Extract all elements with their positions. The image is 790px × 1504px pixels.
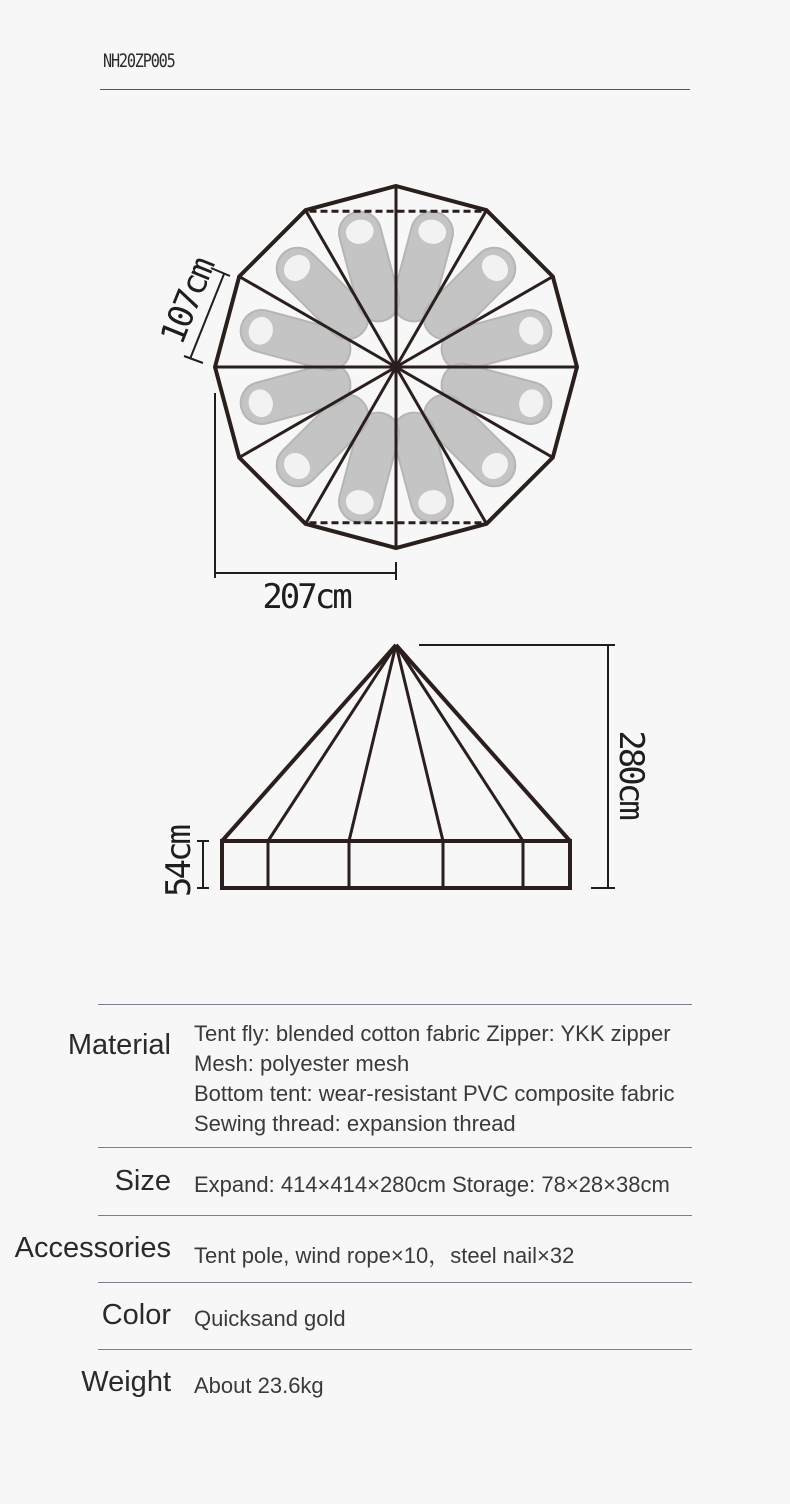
roof-panel-seam [396, 645, 570, 841]
spec-value: Quicksand gold [194, 1306, 346, 1331]
spec-label: Color [101, 1299, 171, 1331]
model-code: NH20ZP005 [103, 50, 175, 72]
dimension-height [419, 645, 651, 888]
dimension-wall-height-label: 54cm [159, 827, 199, 897]
dimension-side-length-label: 107cm [152, 253, 223, 350]
dimension-width-label: 207cm [262, 577, 350, 617]
row-divider [98, 1349, 692, 1350]
tent-wall [222, 841, 570, 888]
spec-value: Mesh: polyester mesh [194, 1051, 410, 1076]
dimension-height-label: 280cm [611, 730, 651, 818]
tent-top-view [215, 186, 577, 548]
row-divider [98, 1282, 692, 1283]
row-divider [98, 1004, 692, 1005]
spec-value: Tent fly: blended cotton fabric Zipper: YKK zipper [194, 1021, 671, 1046]
spec-label: Material [67, 1029, 171, 1061]
roof-panel-seam [222, 645, 396, 841]
spec-label: Weight [81, 1366, 171, 1398]
spec-label: Accessories [14, 1232, 171, 1264]
roof-panel-seam [396, 645, 523, 841]
row-divider [98, 1215, 692, 1216]
spec-value: Sewing thread: expansion thread [194, 1111, 516, 1136]
row-divider [98, 1147, 692, 1148]
roof-panel-seam [268, 645, 396, 841]
spec-value: Expand: 414×414×280cm Storage: 78×28×38cm [194, 1172, 670, 1197]
spec-value: About 23.6kg [194, 1373, 324, 1398]
tent-side-view [222, 645, 570, 888]
spec-value: Tent pole, wind rope×10，steel nail×32 [194, 1243, 575, 1268]
spec-label: Size [114, 1165, 171, 1197]
dimension-wall-height [159, 826, 209, 897]
spec-value: Bottom tent: wear-resistant PVC composite fabric [194, 1081, 675, 1106]
